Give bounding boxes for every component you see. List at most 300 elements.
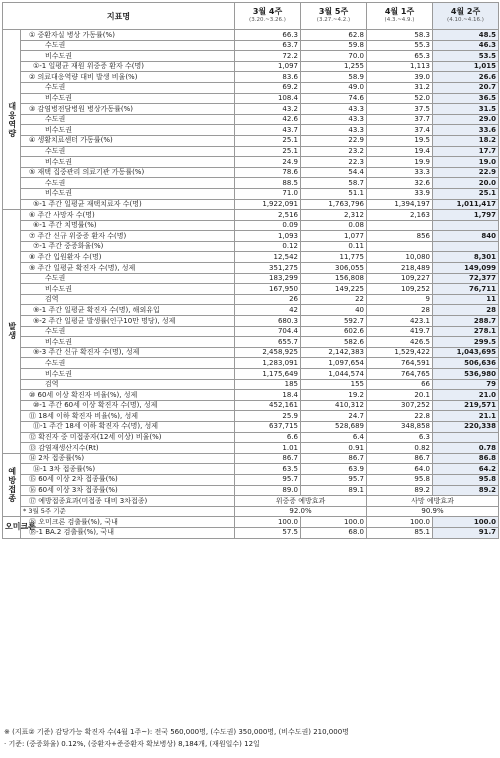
indicator-label: ⑱-1 BA.2 검출률(%), 국내 [21,527,235,538]
value-cell: 592.7 [301,316,367,327]
value-cell: 64.2 [433,464,499,475]
value-cell: 100.0 [235,517,301,528]
table-row [3,93,499,104]
table-row [3,358,499,369]
value-cell: 506,636 [433,358,499,369]
indicator-label: 검역 [21,379,235,390]
value-cell: 49.0 [301,82,367,93]
indicator-label: 비수도권 [21,337,235,348]
value-cell: 1,113 [367,61,433,72]
table-row [3,527,499,538]
value-cell: 1,043,695 [433,347,499,358]
footnotes [4,726,496,750]
value-cell: 1,097,654 [301,358,367,369]
value-cell: 2,312 [301,210,367,221]
indicator-label: ⑨ 주간 일평균 확진자 수(명), 성제 [21,263,235,274]
value-cell: 37.7 [367,114,433,125]
value-cell: 220,338 [433,421,499,432]
value-cell: 19.0 [433,157,499,168]
value-cell: 95.7 [301,474,367,485]
value-cell: 602.6 [301,326,367,337]
table-row [3,210,499,221]
indicator-label: ⑤ 재택 집중관리 의료기관 가동률(%) [21,167,235,178]
value-cell: 19.9 [367,157,433,168]
value-cell: 299.5 [433,337,499,348]
value-cell: 36.5 [433,93,499,104]
value-cell: 764,591 [367,358,433,369]
table-row [3,316,499,327]
value-cell: 79 [433,379,499,390]
indicator-label: ③ 감염병전담병원 병상가동률(%) [21,104,235,115]
value-cell: 167,950 [235,284,301,295]
value-cell: 1,097 [235,61,301,72]
table-row [3,114,499,125]
indicator-label: ⑪ 18세 이하 확진자 비율(%), 성제 [21,411,235,422]
value-cell: 6.4 [301,432,367,443]
value-cell: 149,099 [433,263,499,274]
table-body [3,30,499,539]
indicator-label: ⑱ 오미크론 검출률(%), 국내 [21,517,235,528]
value-cell: 54.4 [301,167,367,178]
value-cell: 33.6 [433,125,499,136]
value-cell [433,432,499,443]
value-cell: 637,715 [235,421,301,432]
table-row [3,146,499,157]
value-cell: 53.5 [433,51,499,62]
category-capacity: 대응역량 [3,30,21,210]
value-cell: 183,299 [235,273,301,284]
indicator-label: ⑨-3 주간 신규 확진자 수(명), 성제 [21,347,235,358]
value-cell: 19.2 [301,390,367,401]
value-cell: 2,142,383 [301,347,367,358]
indicator-label: ⑥-1 주간 치명률(%) [21,220,235,231]
table-row [3,421,499,432]
value-cell: 31.2 [367,82,433,93]
value-cell: 55.3 [367,40,433,51]
indicator-label: 검역 [21,294,235,305]
footnote-criteria: · 기준: (중증화율) 0.12%, (중환자+준중환자 확보병상) 8,184개, (재원일수) 12일 [4,740,260,748]
indicator-label: 수도권 [21,178,235,189]
value-cell: 33.3 [367,167,433,178]
value-cell: 74.6 [301,93,367,104]
value-cell: 680.3 [235,316,301,327]
value-cell: 10,080 [367,252,433,263]
value-cell: 43.3 [301,104,367,115]
value-cell: 24.7 [301,411,367,422]
value-cell: 156,808 [301,273,367,284]
table-row [3,263,499,274]
value-cell: 1,255 [301,61,367,72]
indicator-label: 비수도권 [21,157,235,168]
footnote-capacity: ※ (지표② 기준) 감당가능 확진자 수(4월 1주~): 전국 560,000명, (수도권) 350,000명, (비수도권) 210,000명 [4,728,349,736]
value-cell: 1,011,417 [433,199,499,210]
value-cell: 20.1 [367,390,433,401]
value-cell: 655.7 [235,337,301,348]
table-row [3,453,499,464]
indicator-label: ⑫ 확진자 중 미접종자(12세 이상) 비율(%) [21,432,235,443]
value-cell: 1,394,197 [367,199,433,210]
value-cell: 40 [301,305,367,316]
value-cell: 43.7 [235,125,301,136]
value-cell [433,220,499,231]
table-row [3,241,499,252]
value-cell: 25.9 [235,411,301,422]
table-row [3,326,499,337]
value-cell: 6.3 [367,432,433,443]
value-cell: 536,980 [433,369,499,380]
value-cell: 219,571 [433,400,499,411]
value-cell: 43.3 [301,125,367,136]
value-cell: 155 [301,379,367,390]
indicator-label: 수도권 [21,146,235,157]
value-cell: 22.8 [367,411,433,422]
indicator-label: ⑰ 예방접종효과(미접종 대비 3차접종) [21,496,235,507]
indicator-label: ⑨-1 주간 일평균 확진자 수(명), 해외유입 [21,305,235,316]
table-row [3,400,499,411]
value-cell: 63.7 [235,40,301,51]
value-cell: 64.0 [367,464,433,475]
value-cell: 37.4 [367,125,433,136]
value-cell: 89.2 [367,485,433,496]
table-row [3,30,499,41]
value-cell: 32.6 [367,178,433,189]
severe-prevention-effect [235,496,367,507]
value-cell: 452,161 [235,400,301,411]
value-cell: 63.9 [301,464,367,475]
indicator-label: ⑨-2 주간 일평균 발생률(인구10만 명당), 성제 [21,316,235,327]
value-cell: 0.82 [367,443,433,454]
indicator-header: 지표명 [3,3,235,30]
value-cell: 65.3 [367,51,433,62]
death-prevention-effect [367,496,499,507]
value-cell: 21.1 [433,411,499,422]
table-row [3,199,499,210]
value-cell: 100.0 [367,517,433,528]
table-header [3,3,499,30]
value-cell: 1,922,091 [235,199,301,210]
severe-prevention-label: 위중증 예방효과 [275,496,326,505]
value-cell: 11,775 [301,252,367,263]
value-cell: 704.4 [235,326,301,337]
indicator-label: 수도권 [21,273,235,284]
indicator-label: ④ 생활치료센터 가동률(%) [21,135,235,146]
value-cell: 1,529,422 [367,347,433,358]
value-cell: 1,015 [433,61,499,72]
value-cell: 1,283,091 [235,358,301,369]
category-omicron: 오미크론 [3,517,21,538]
value-cell: 306,055 [301,263,367,274]
indicator-label: ⑦ 주간 신규 위중증 환자 수(명) [21,231,235,242]
value-cell: 0.91 [301,443,367,454]
indicator-label: 수도권 [21,326,235,337]
value-cell: 2,458,925 [235,347,301,358]
table-row [3,474,499,485]
value-cell: 2,163 [367,210,433,221]
value-cell: 1.01 [235,443,301,454]
table-row [3,347,499,358]
value-cell: 6.6 [235,432,301,443]
table-row [3,72,499,83]
value-cell: 22.9 [433,167,499,178]
value-cell: 43.2 [235,104,301,115]
indicator-label: ⑬ 감염재생산지수(Rt) [21,443,235,454]
value-cell: 17.7 [433,146,499,157]
table-row [3,167,499,178]
value-cell: 22.3 [301,157,367,168]
table-row [3,82,499,93]
indicator-label: 수도권 [21,40,235,51]
value-cell: 57.5 [235,527,301,538]
indicator-label: ① 중환자실 병상 가동률(%) [21,30,235,41]
table-row [3,485,499,496]
value-cell: 95.8 [367,474,433,485]
value-cell: 88.5 [235,178,301,189]
value-cell: 0.78 [433,443,499,454]
value-cell: 0.12 [235,241,301,252]
severe-prevention-value: 92.0% [235,506,367,517]
table-row [3,369,499,380]
value-cell: 18.4 [235,390,301,401]
table-row [3,104,499,115]
table-row [3,496,499,507]
value-cell: 25.1 [235,146,301,157]
value-cell: 66.3 [235,30,301,41]
value-cell: 48.5 [433,30,499,41]
week-header: 3월 4주 (3.20.~3.26.) [235,3,301,30]
value-cell: 278.1 [433,326,499,337]
value-cell: 58.7 [301,178,367,189]
value-cell [367,220,433,231]
indicator-label: 수도권 [21,114,235,125]
value-cell: 348,858 [367,421,433,432]
value-cell: 20.0 [433,178,499,189]
indicator-label: 수도권 [21,358,235,369]
value-cell: 100.0 [301,517,367,528]
effect-footnote: * 3월 5주 기준 [21,506,235,517]
table-row [3,337,499,348]
value-cell: 76,711 [433,284,499,295]
value-cell: 66 [367,379,433,390]
value-cell: 78.6 [235,167,301,178]
table-row [3,379,499,390]
table-row [3,284,499,295]
death-prevention-label: 사망 예방효과 [411,496,454,505]
value-cell: 1,044,574 [301,369,367,380]
value-cell: 528,689 [301,421,367,432]
death-prevention-value: 90.9% [367,506,499,517]
value-cell: 51.1 [301,188,367,199]
table-row [3,220,499,231]
table-row [3,305,499,316]
indicator-label: ⑭-1 3차 접종률(%) [21,464,235,475]
value-cell: 86.7 [301,453,367,464]
value-cell: 423.1 [367,316,433,327]
value-cell: 1,797 [433,210,499,221]
value-cell: 351,275 [235,263,301,274]
value-cell [367,241,433,252]
table-row [3,51,499,62]
indicator-label: 수도권 [21,82,235,93]
value-cell: 91.7 [433,527,499,538]
value-cell: 86.8 [433,453,499,464]
value-cell: 58.9 [301,72,367,83]
value-cell: 12,542 [235,252,301,263]
value-cell: 46.3 [433,40,499,51]
value-cell: 89.1 [301,485,367,496]
indicator-label: ①-1 일평균 재원 위중증 환자 수(명) [21,61,235,72]
table-row [3,231,499,242]
value-cell: 86.7 [235,453,301,464]
value-cell: 68.0 [301,527,367,538]
value-cell: 42.6 [235,114,301,125]
value-cell: 52.0 [367,93,433,104]
value-cell: 1,763,796 [301,199,367,210]
value-cell: 426.5 [367,337,433,348]
table-row [3,252,499,263]
value-cell: 0.11 [301,241,367,252]
value-cell: 89.2 [433,485,499,496]
indicator-table [2,2,499,539]
value-cell: 582.6 [301,337,367,348]
table-row [3,178,499,189]
value-cell: 33.9 [367,188,433,199]
value-cell: 18.2 [433,135,499,146]
indicator-label: ② 의료대응역량 대비 발생 비율(%) [21,72,235,83]
value-cell [433,241,499,252]
value-cell: 1,093 [235,231,301,242]
indicator-label: ⑮ 60세 이상 2차 접종률(%) [21,474,235,485]
indicator-label: 비수도권 [21,125,235,136]
value-cell: 31.5 [433,104,499,115]
value-cell: 83.6 [235,72,301,83]
table-row [3,432,499,443]
table-row [3,273,499,284]
value-cell: 63.5 [235,464,301,475]
table-row [3,517,499,528]
indicator-label: ⑯ 60세 이상 3차 접종률(%) [21,485,235,496]
value-cell: 37.5 [367,104,433,115]
indicator-label: ⑩ 60세 이상 확진자 비율(%), 성제 [21,390,235,401]
table-row [3,61,499,72]
value-cell: 185 [235,379,301,390]
indicator-label: ⑦-1 주간 중증화율(%) [21,241,235,252]
indicator-label: ⑭ 2차 접종률(%) [21,453,235,464]
week-header: 3월 5주 (3.27.~4.2.) [301,3,367,30]
table-row [3,157,499,168]
value-cell: 19.5 [367,135,433,146]
table-row [3,125,499,136]
value-cell: 28 [433,305,499,316]
category-vaccine: 예방접종 [3,453,21,517]
value-cell: 39.0 [367,72,433,83]
value-cell: 59.8 [301,40,367,51]
value-cell: 22.9 [301,135,367,146]
value-cell: 1,077 [301,231,367,242]
week-header: 4월 1주 (4.3.~4.9.) [367,3,433,30]
value-cell: 25.1 [235,135,301,146]
value-cell: 0.09 [235,220,301,231]
value-cell: 58.3 [367,30,433,41]
category-outbreak: 발생 [3,210,21,454]
table-row [3,294,499,305]
value-cell: 0.08 [301,220,367,231]
value-cell: 69.2 [235,82,301,93]
value-cell: 24.9 [235,157,301,168]
table-row [3,506,499,517]
value-cell: 100.0 [433,517,499,528]
indicator-label: ⑩-1 주간 60세 이상 확진자 수(명), 성제 [21,400,235,411]
value-cell: 419.7 [367,326,433,337]
value-cell: 72,377 [433,273,499,284]
value-cell: 8,301 [433,252,499,263]
indicator-label: ⑪-1 주간 18세 이하 확진자 수(명), 성제 [21,421,235,432]
value-cell: 109,227 [367,273,433,284]
indicator-label: 비수도권 [21,284,235,295]
value-cell: 307,252 [367,400,433,411]
value-cell: 29.0 [433,114,499,125]
value-cell: 856 [367,231,433,242]
value-cell: 9 [367,294,433,305]
current-week-header: 4월 2주 (4.10.~4.16.) [433,3,499,30]
value-cell: 72.2 [235,51,301,62]
table-row [3,464,499,475]
value-cell: 1,175,649 [235,369,301,380]
value-cell: 149,225 [301,284,367,295]
value-cell: 764,765 [367,369,433,380]
value-cell: 19.4 [367,146,433,157]
table-row [3,135,499,146]
table-row [3,390,499,401]
value-cell: 11 [433,294,499,305]
indicator-label: 비수도권 [21,188,235,199]
value-cell: 71.0 [235,188,301,199]
value-cell: 89.0 [235,485,301,496]
indicator-label: 비수도권 [21,51,235,62]
value-cell: 288.7 [433,316,499,327]
value-cell: 26.6 [433,72,499,83]
value-cell: 95.8 [433,474,499,485]
table-row [3,443,499,454]
value-cell: 20.7 [433,82,499,93]
indicator-label: 비수도권 [21,369,235,380]
value-cell: 22 [301,294,367,305]
value-cell: 85.1 [367,527,433,538]
table-row [3,188,499,199]
value-cell: 410,312 [301,400,367,411]
value-cell: 2,516 [235,210,301,221]
value-cell: 28 [367,305,433,316]
value-cell: 86.7 [367,453,433,464]
value-cell: 62.8 [301,30,367,41]
value-cell: 25.1 [433,188,499,199]
value-cell: 109,252 [367,284,433,295]
value-cell: 108.4 [235,93,301,104]
value-cell: 23.2 [301,146,367,157]
value-cell: 42 [235,305,301,316]
indicator-label: ⑤-1 주간 일평균 재택치료자 수(명) [21,199,235,210]
table-row [3,40,499,51]
value-cell: 70.0 [301,51,367,62]
value-cell: 26 [235,294,301,305]
value-cell: 218,489 [367,263,433,274]
table-row [3,411,499,422]
indicator-label: 비수도권 [21,93,235,104]
value-cell: 95.7 [235,474,301,485]
value-cell: 43.3 [301,114,367,125]
indicator-label: ⑥ 주간 사망자 수(명) [21,210,235,221]
indicator-label: ⑧ 주간 입원환자 수(명) [21,252,235,263]
value-cell: 21.0 [433,390,499,401]
